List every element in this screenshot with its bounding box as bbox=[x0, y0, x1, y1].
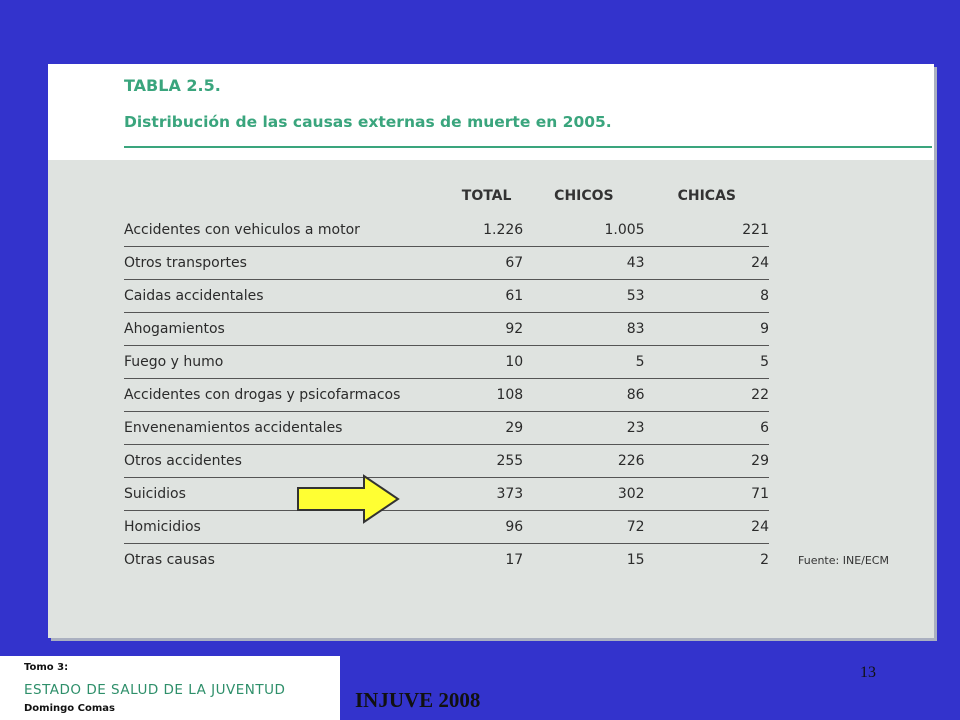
table-row bbox=[124, 214, 769, 247]
table-row bbox=[124, 247, 769, 280]
total-cell: 373 bbox=[450, 478, 523, 511]
cause-cell: Accidentes con vehiculos a motor bbox=[124, 214, 450, 247]
chicos-cell: 86 bbox=[523, 379, 644, 412]
chicas-cell: 29 bbox=[645, 445, 769, 478]
chicos-cell: 83 bbox=[523, 313, 644, 346]
table-row bbox=[124, 478, 769, 511]
chicas-cell: 6 bbox=[645, 412, 769, 445]
footer-label: INJUVE 2008 bbox=[355, 688, 481, 712]
cover-author: Domingo Comas bbox=[24, 703, 115, 714]
chicas-cell: 5 bbox=[645, 346, 769, 379]
cause-cell: Suicidios bbox=[124, 478, 450, 511]
table-row bbox=[124, 544, 769, 577]
table-header-row bbox=[124, 188, 769, 214]
arrow-right-icon bbox=[296, 474, 400, 524]
chicos-cell: 15 bbox=[626, 552, 645, 568]
chicas-cell: 8 bbox=[645, 280, 769, 313]
chicas-cell: 24 bbox=[645, 247, 769, 280]
cause-cell: Fuego y humo bbox=[124, 346, 450, 379]
table-image-panel bbox=[48, 64, 934, 638]
book-cover-strip bbox=[0, 656, 340, 720]
total-cell: 17 bbox=[505, 552, 524, 568]
chicos-cell: 226 bbox=[523, 445, 644, 478]
table-row bbox=[124, 280, 769, 313]
total-cell: 10 bbox=[450, 346, 523, 379]
cover-volume: Tomo 3: bbox=[24, 662, 69, 673]
column-header-chicas: CHICAS bbox=[677, 188, 736, 204]
chicos-cell: 23 bbox=[523, 412, 644, 445]
header-divider bbox=[124, 146, 932, 148]
cause-cell: Envenenamientos accidentales bbox=[124, 412, 450, 445]
cause-cell: Accidentes con drogas y psicofarmacos bbox=[124, 379, 450, 412]
total-cell: 108 bbox=[450, 379, 523, 412]
chicos-cell: 5 bbox=[523, 346, 644, 379]
chicas-cell: 24 bbox=[645, 511, 769, 544]
causes-table bbox=[124, 188, 769, 576]
chicos-cell: 72 bbox=[523, 511, 644, 544]
total-cell: 1.226 bbox=[450, 214, 523, 247]
chicas-cell: 71 bbox=[645, 478, 769, 511]
chicos-cell: 302 bbox=[523, 478, 644, 511]
chicas-cell: 2 bbox=[760, 552, 769, 568]
total-cell: 67 bbox=[450, 247, 523, 280]
chicos-cell: 53 bbox=[523, 280, 644, 313]
page-number: 13 bbox=[860, 664, 876, 681]
table-row bbox=[124, 412, 769, 445]
cause-cell: Caidas accidentales bbox=[124, 280, 450, 313]
table-row bbox=[124, 511, 769, 544]
table-label: TABLA 2.5. bbox=[124, 76, 221, 95]
cause-cell: Otras causas bbox=[124, 552, 215, 568]
chicas-cell: 221 bbox=[645, 214, 769, 247]
cause-cell: Otros accidentes bbox=[124, 445, 450, 478]
total-cell: 96 bbox=[450, 511, 523, 544]
chicos-cell: 1.005 bbox=[523, 214, 644, 247]
chicas-cell: 22 bbox=[645, 379, 769, 412]
chicas-cell: 9 bbox=[645, 313, 769, 346]
column-header-cause bbox=[124, 188, 450, 214]
column-header-total: TOTAL bbox=[461, 188, 512, 204]
cause-cell: Homicidios bbox=[124, 511, 450, 544]
source-note: Fuente: INE/ECM bbox=[798, 554, 889, 567]
cause-cell: Ahogamientos bbox=[124, 313, 450, 346]
table-header bbox=[48, 64, 934, 160]
total-cell: 29 bbox=[450, 412, 523, 445]
table-row bbox=[124, 379, 769, 412]
table-title: Distribución de las causas externas de muerte en 2005. bbox=[124, 113, 612, 131]
total-cell: 92 bbox=[450, 313, 523, 346]
table-row bbox=[124, 445, 769, 478]
column-header-chicos: CHICOS bbox=[554, 188, 614, 204]
table-row bbox=[124, 346, 769, 379]
chicos-cell: 43 bbox=[523, 247, 644, 280]
cause-cell: Otros transportes bbox=[124, 247, 450, 280]
total-cell: 61 bbox=[450, 280, 523, 313]
cover-title: ESTADO DE SALUD DE LA JUVENTUD bbox=[24, 682, 286, 698]
total-cell: 255 bbox=[450, 445, 523, 478]
table-row bbox=[124, 313, 769, 346]
